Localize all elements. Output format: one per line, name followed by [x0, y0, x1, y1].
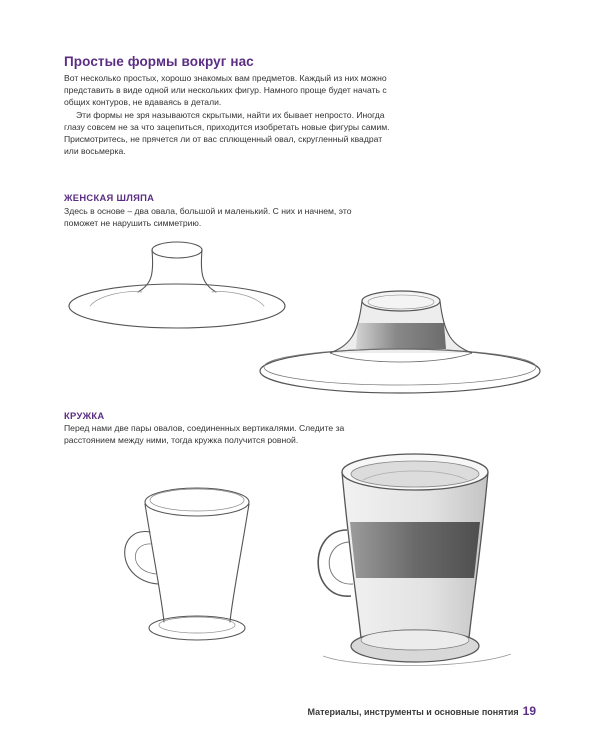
page-title: Простые формы вокруг нас: [64, 54, 254, 69]
page-number: 19: [522, 704, 536, 718]
intro-paragraph: Вот несколько простых, хорошо знакомых вам предметов. Каждый из них можно представить в виде одной или нескольких фигур. Намного проще будет начать с общих контуров, не вдаваясь в детали.: [64, 73, 387, 108]
page-footer: [308, 704, 537, 718]
mug-section-heading: КРУЖКА: [64, 410, 105, 421]
mug-outline-sketch: [110, 480, 280, 650]
mug-shaded-sketch: [315, 450, 515, 675]
intro-text: [64, 72, 394, 157]
mug-section-text: Перед нами две пары овалов, соединенных вертикалями. Следите за расстоянием между ними, тогда кружка получится ровной.: [64, 423, 345, 446]
hat-section-heading: ЖЕНСКАЯ ШЛЯПА: [64, 192, 155, 203]
hat-shaded-sketch: [250, 285, 550, 400]
intro-paragraph: Эти формы не зря называются скрытыми, найти их бывает непросто. Иногда глазу совсем не за что зацепиться, приходится изобретать новые фигуры самим. Присмотритесь, не прячется ли от вас сплющенный овал, скругленный квадрат или восьмерка.: [64, 109, 390, 157]
hat-section-text: Здесь в основе – два овала, большой и маленький. С них и начнем, это поможет не нарушить симметрию.: [64, 206, 352, 229]
chapter-title: Материалы, инструменты и основные понятия: [307, 707, 519, 717]
